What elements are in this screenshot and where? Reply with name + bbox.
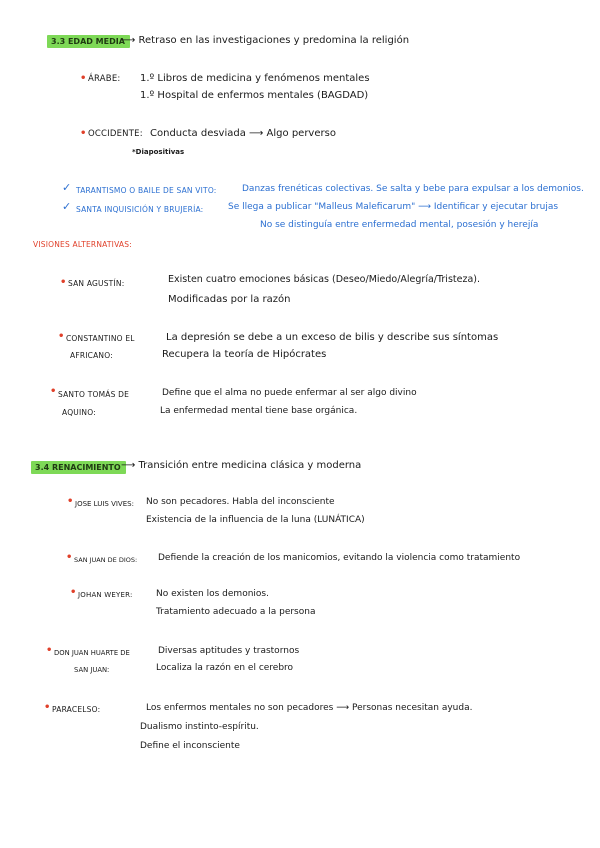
arabe-line-2: 1.º Hospital de enfermos mentales (BAGDAD): [140, 90, 369, 101]
constantino-line-2: Recupera la teoría de Hipócrates: [162, 349, 327, 360]
constantino-label-2: AFRICANO:: [70, 351, 113, 360]
bullet-dot: •: [80, 73, 87, 84]
section-title-edad-media: ⟶ Retraso en las investigaciones y predomina la religión: [121, 35, 410, 46]
weyer-label: JOHAN WEYER:: [78, 591, 133, 599]
bullet-dot: •: [58, 331, 65, 342]
huarte-line-2: Localiza la razón en el cerebro: [156, 663, 294, 673]
vives-label: JOSE LUIS VIVES:: [75, 500, 134, 508]
section-title-renacimiento: ⟶ Transición entre medicina clásica y moderna: [121, 460, 362, 471]
bullet-dot: •: [60, 277, 67, 288]
huarte-line-1: Diversas aptitudes y trastornos: [158, 646, 300, 656]
check-icon: ✓: [62, 200, 72, 213]
bullet-dot: •: [66, 552, 73, 563]
tarantismo-text: Danzas frenéticas colectivas. Se salta y bebe para expulsar a los demonios.: [242, 184, 584, 194]
arabe-line-1: 1.º Libros de medicina y fenómenos mentales: [140, 73, 370, 84]
agustin-line-1: Existen cuatro emociones básicas (Deseo/Miedo/Alegría/Tristeza).: [168, 274, 481, 285]
agustin-line-2: Modificadas por la razón: [168, 294, 291, 305]
paracelso-line-2: Dualismo instinto-espíritu.: [140, 722, 259, 732]
section-tag-renacimiento: 3.4 RENACIMIENTO: [31, 461, 126, 474]
weyer-line-1: No existen los demonios.: [156, 589, 269, 599]
agustin-label: SAN AGUSTÍN:: [68, 279, 125, 288]
vives-line-2: Existencia de la influencia de la luna (LUNÁTICA): [146, 515, 365, 525]
tarantismo-label: TARANTISMO O BAILE DE SAN VITO:: [76, 186, 217, 195]
bullet-dot: •: [44, 702, 51, 713]
bullet-dot: •: [80, 128, 87, 139]
juan-de-dios-label: SAN JUAN DE DIOS:: [74, 556, 138, 564]
constantino-line-1: La depresión se debe a un exceso de bilis y describe sus síntomas: [166, 332, 499, 343]
tomas-line-2: La enfermedad mental tiene base orgánica.: [160, 406, 358, 416]
inquisicion-label: SANTA INQUISICIÓN Y BRUJERÍA:: [76, 205, 204, 214]
occidente-note: *Diapositivas: [132, 148, 185, 156]
tomas-label-1: SANTO TOMÁS DE: [58, 390, 130, 399]
inquisicion-line-1: Se llega a publicar "Malleus Maleficarum" ⟶ Identificar y ejecutar brujas: [228, 202, 559, 212]
juan-de-dios-line-1: Defiende la creación de los manicomios, evitando la violencia como tratamiento: [158, 553, 521, 563]
paracelso-line-3: Define el inconsciente: [140, 741, 240, 751]
check-icon: ✓: [62, 181, 72, 194]
section-tag-edad-media: 3.3 EDAD MEDIA: [47, 35, 130, 48]
occidente-label: OCCIDENTE:: [88, 129, 143, 139]
paracelso-label: PARACELSO:: [52, 705, 101, 714]
occidente-line-1: Conducta desviada ⟶ Algo perverso: [150, 128, 336, 139]
vives-line-1: No son pecadores. Habla del inconsciente: [146, 497, 335, 507]
bullet-dot: •: [50, 386, 57, 397]
arabe-label: ÁRABE:: [88, 74, 121, 84]
tomas-label-2: AQUINO:: [62, 408, 96, 417]
bullet-dot: •: [67, 496, 74, 507]
bullet-dot: •: [46, 645, 53, 656]
huarte-label-1: DON JUAN HUARTE DE: [54, 649, 130, 657]
tomas-line-1: Define que el alma no puede enfermar al ser algo divino: [162, 388, 417, 398]
constantino-label-1: CONSTANTINO EL: [66, 334, 135, 343]
bullet-dot: •: [70, 587, 77, 598]
weyer-line-2: Tratamiento adecuado a la persona: [156, 607, 316, 617]
visiones-heading: VISIONES ALTERNATIVAS:: [33, 240, 132, 249]
inquisicion-line-2: No se distinguía entre enfermedad mental, posesión y herejía: [260, 220, 539, 230]
paracelso-line-1: Los enfermos mentales no son pecadores ⟶ Personas necesitan ayuda.: [146, 703, 473, 713]
huarte-label-2: SAN JUAN:: [74, 666, 110, 674]
